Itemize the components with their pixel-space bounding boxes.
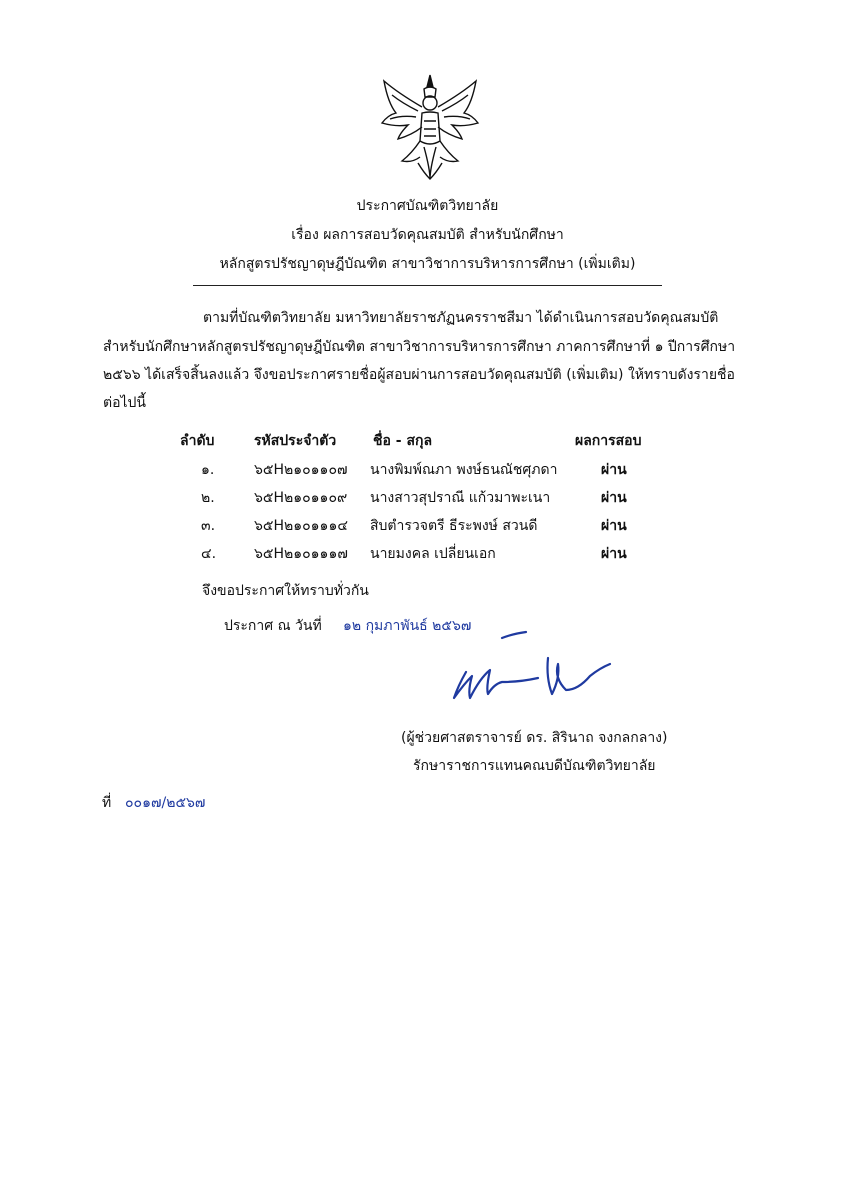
row-id: ๖๕H๒๑๐๑๑๑๗ bbox=[254, 546, 348, 562]
closing-text: จึงขอประกาศให้ทราบทั่วกัน bbox=[202, 583, 369, 599]
col-header-name: ชื่อ - สกุล bbox=[373, 433, 433, 449]
announcement-org: ประกาศบัณฑิตวิทยาลัย bbox=[356, 198, 499, 214]
row-name: นางพิมพ์ณภา พงษ์ธนณัชศุภดา bbox=[370, 462, 558, 478]
announce-date: ๑๒ กุมภาพันธ์ ๒๕๖๗ bbox=[343, 618, 472, 634]
ref-label: ที่ bbox=[102, 795, 112, 811]
header-divider bbox=[193, 285, 662, 286]
ref-number: ๐๐๑๗/๒๕๖๗ bbox=[125, 795, 206, 811]
col-header-result: ผลการสอบ bbox=[575, 433, 642, 449]
row-result: ผ่าน bbox=[601, 518, 627, 534]
handwritten-signature-icon bbox=[450, 628, 620, 706]
row-id: ๖๕H๒๑๐๑๑๑๔ bbox=[254, 518, 348, 534]
body-line-2: สำหรับนักศึกษาหลักสูตรปรัชญาดุษฎีบัณฑิต สาขาวิชาการบริหารการศึกษา ภาคการศึกษาที่ ๑ ปีการศึกษา bbox=[103, 339, 736, 355]
announce-date-label: ประกาศ ณ วันที่ bbox=[224, 618, 322, 634]
row-name: สิบตำรวจตรี ธีระพงษ์ สวนดี bbox=[370, 518, 538, 534]
body-line-1: ตามที่บัณฑิตวิทยาลัย มหาวิทยาลัยราชภัฏนครราชสีมา ได้ดำเนินการสอบวัดคุณสมบัติ bbox=[203, 310, 719, 326]
row-name: นางสาวสุปราณี แก้วมาพะเนา bbox=[370, 490, 551, 506]
announcement-subject: เรื่อง ผลการสอบวัดคุณสมบัติ สำหรับนักศึกษา bbox=[291, 227, 564, 243]
col-header-no: ลำดับ bbox=[180, 433, 215, 449]
body-line-4: ต่อไปนี้ bbox=[103, 395, 146, 411]
row-id: ๖๕H๒๑๐๑๑๐๙ bbox=[254, 490, 348, 506]
row-no: ๑. bbox=[201, 462, 215, 478]
col-header-id: รหัสประจำตัว bbox=[254, 433, 337, 449]
announcement-program: หลักสูตรปรัชญาดุษฎีบัณฑิต สาขาวิชาการบริหารการศึกษา (เพิ่มเติม) bbox=[219, 256, 636, 272]
row-name: นายมงคล เปลี่ยนเอก bbox=[370, 546, 496, 562]
row-no: ๓. bbox=[201, 518, 216, 534]
garuda-emblem-icon bbox=[378, 73, 482, 181]
signatory-name: (ผู้ช่วยศาสตราจารย์ ดร. สิรินาถ จงกลกลาง) bbox=[401, 730, 668, 746]
row-id: ๖๕H๒๑๐๑๑๐๗ bbox=[254, 462, 348, 478]
row-result: ผ่าน bbox=[601, 546, 627, 562]
signatory-position: รักษาราชการแทนคณบดีบัณฑิตวิทยาลัย bbox=[413, 758, 656, 774]
row-no: ๔. bbox=[201, 546, 217, 562]
body-line-3: ๒๕๖๖ ได้เสร็จสิ้นลงแล้ว จึงขอประกาศรายชื่อผู้สอบผ่านการสอบวัดคุณสมบัติ (เพิ่มเติม) ให้ทราบดังรายชื่อ bbox=[103, 367, 735, 383]
row-result: ผ่าน bbox=[601, 462, 627, 478]
row-result: ผ่าน bbox=[601, 490, 627, 506]
row-no: ๒. bbox=[201, 490, 215, 506]
